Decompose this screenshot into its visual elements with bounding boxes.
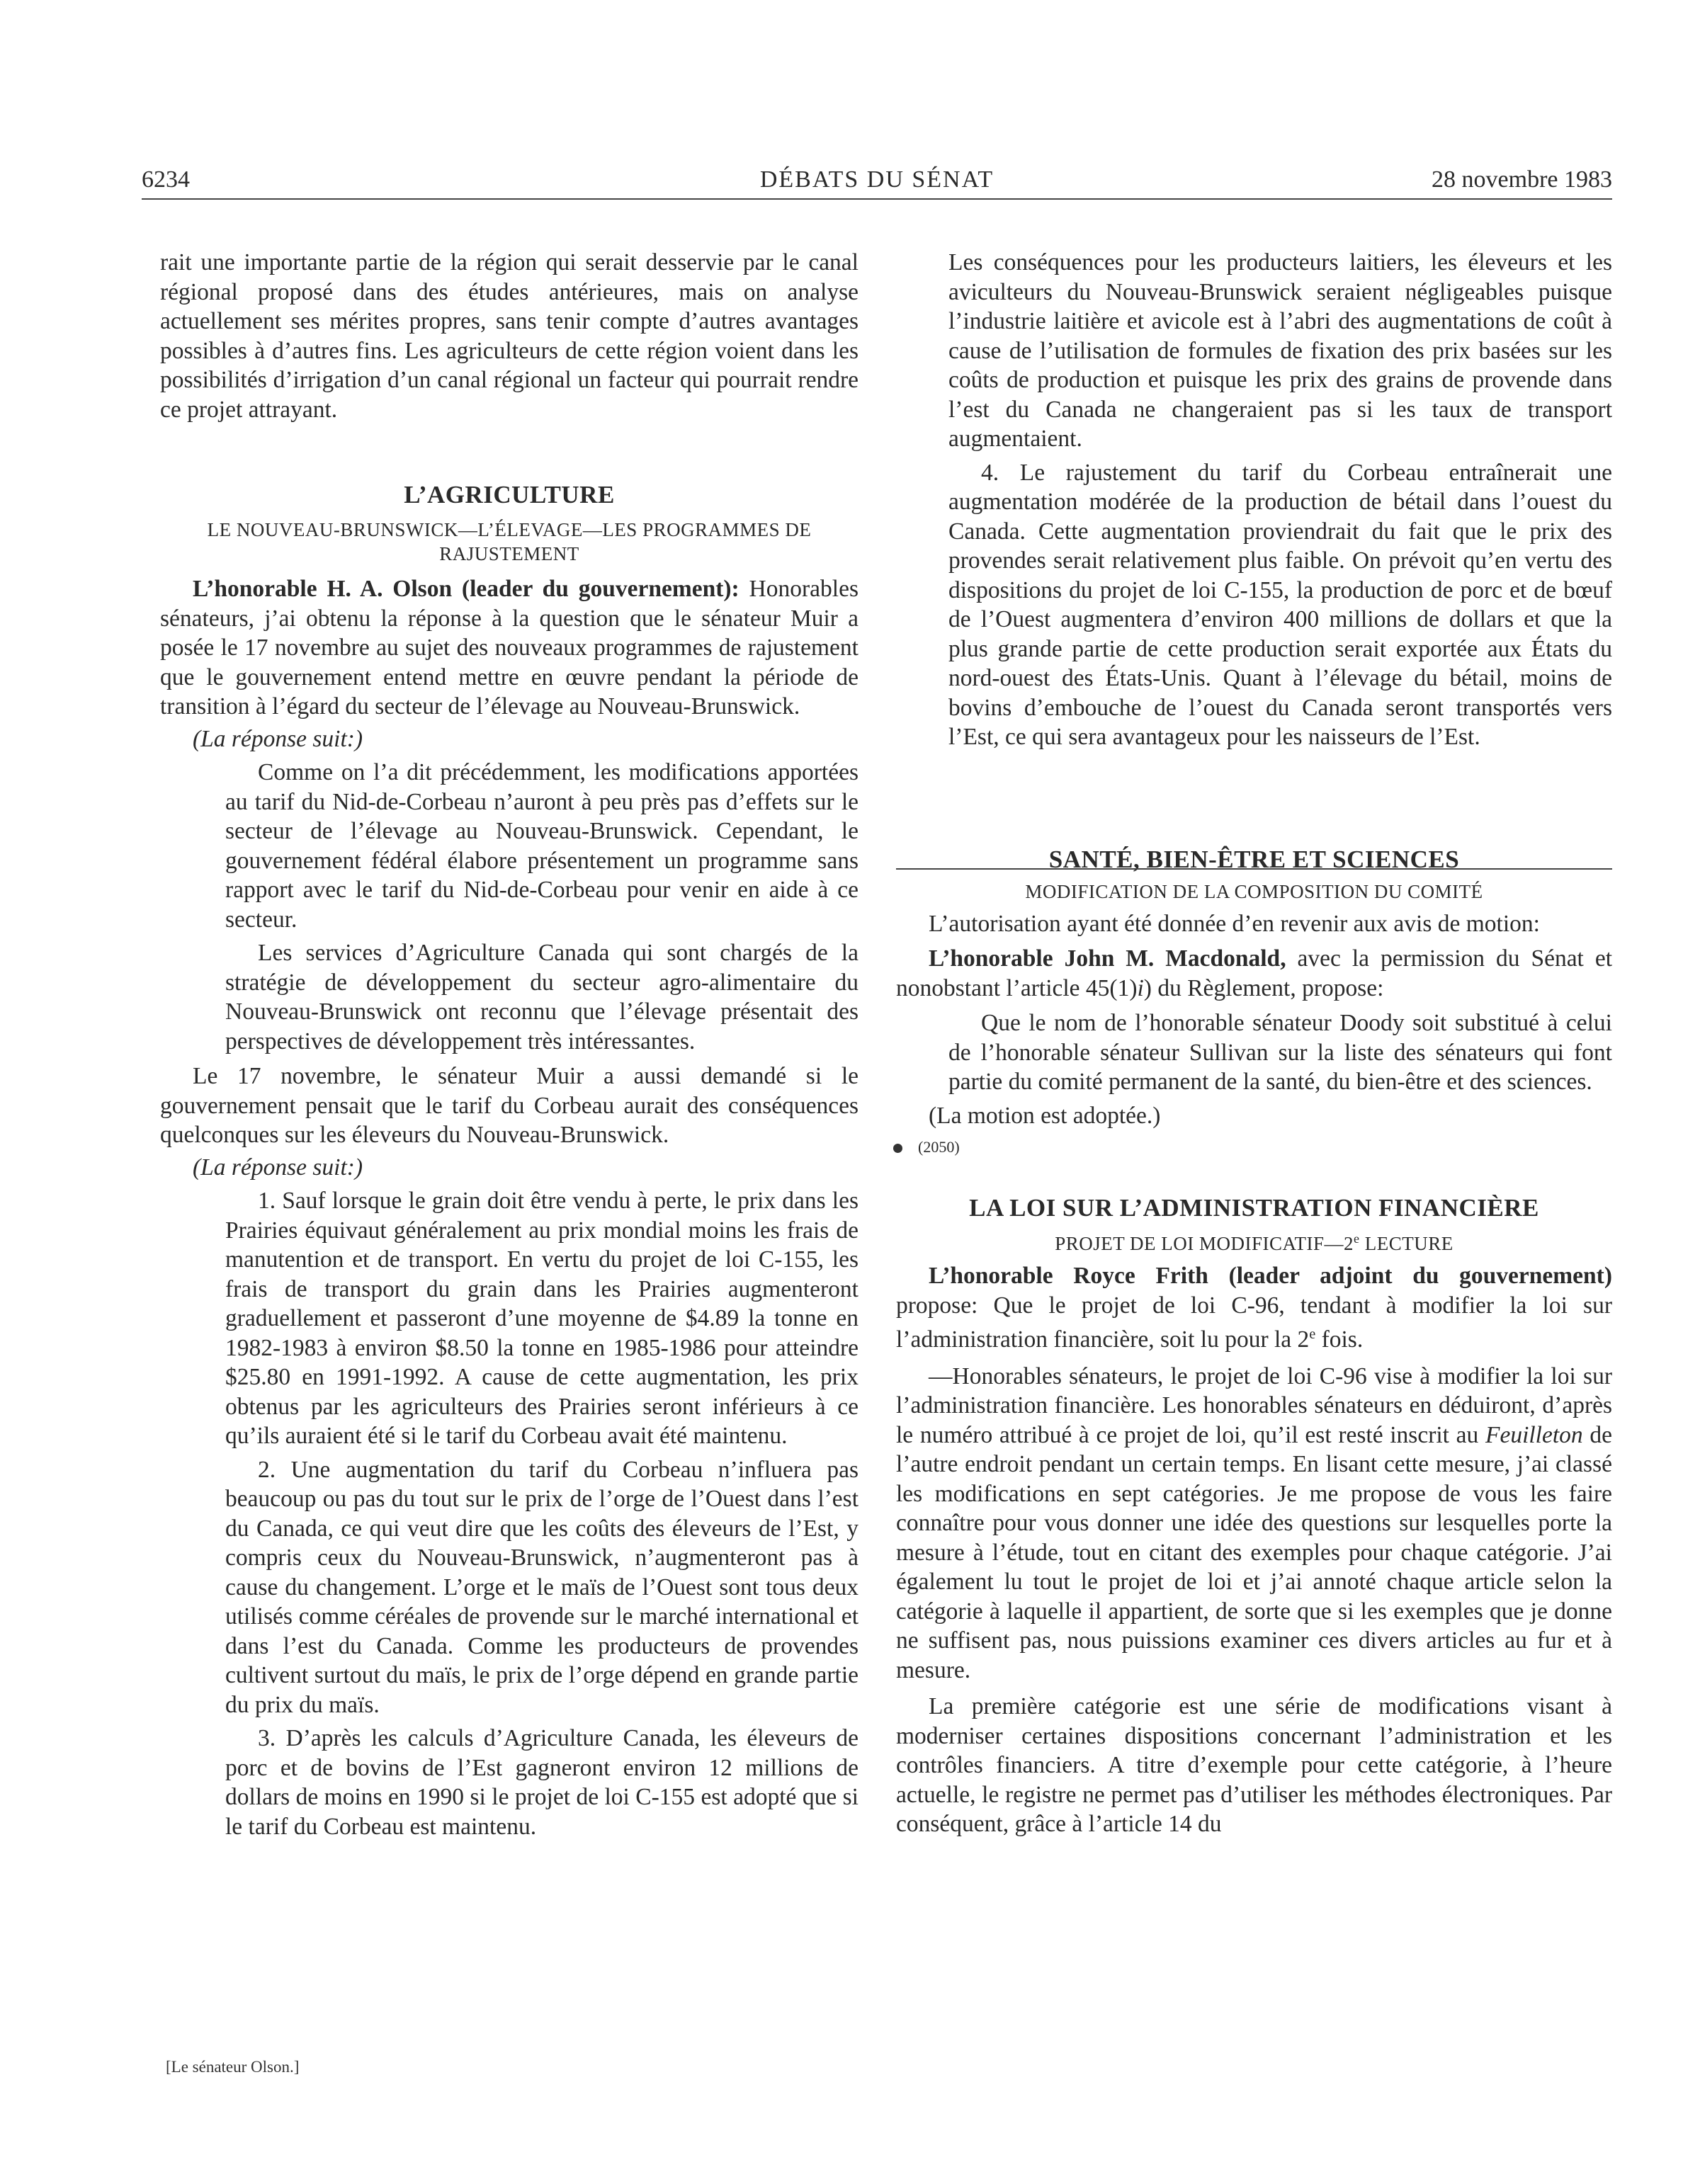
speech-paragraph: L’honorable John M. Macdonald, avec la permission du Sénat et nonobstant l’article 45(1)i) du Règlement, propose: — [896, 945, 1613, 1001]
publication-title: DÉBATS DU SÉNAT — [759, 166, 994, 193]
publication-date: 28 novembre 1983 — [1432, 166, 1612, 193]
page-number: 6234 — [142, 166, 190, 193]
speaker-name: L’honorable John M. Macdonald, — [929, 945, 1286, 972]
motion-result: (La motion est adoptée.) — [929, 1102, 1161, 1129]
speech-paragraph: L’honorable Royce Frith (leader adjoint du gouvernement) propose: Que le projet de loi C-96, tendant à modifier la loi sur l’administration financière, soit lu pour la 2e fois. — [896, 1263, 1612, 1353]
time-marker: (2050) — [893, 1134, 1612, 1160]
speaker-role: (leader du gouvernement): — [461, 576, 740, 602]
paragraph: —Honorables sénateurs, le projet de loi C-96 vise à modifier la loi sur l’administration financière. Les honorables sénateurs en déduiront, d’après le numéro attribué à ce projet de loi, qu’il est resté inscrit au Feuilleton de l’autre endroit pendant un certain temps. En lisant cette mesure, j’ai classé les modifications en sept catégories. Je me propose de vous les faire connaître pour vous donner une idée des questions sur lesquelles porte la mesure à l’étude, tout en citant des exemples pour chaque catégorie. J’ai également lu tout le projet de loi et j’ai annoté chaque article selon la catégorie à laquelle il appartient, de sorte que si les exemples que je donne ne suffisent pas, nous puissions examiner ces divers articles au fur et à mesure. — [896, 1363, 1612, 1683]
section-heading: L’AGRICULTURE — [404, 481, 615, 508]
reply-note: (La réponse suit:) — [193, 1154, 363, 1181]
motion-text — [948, 1008, 1612, 1097]
quoted-answer — [225, 1186, 858, 1841]
paragraph: 3. D’après les calculs d’Agriculture Canada, les éleveurs de porc et de bovins de l’Est gagneront environ 12 millions de dollars de moins en 1990 si le projet de loi C-155 est adopté que si le tarif du Corbeau est maintenu. — [225, 1725, 858, 1840]
section-subheading: LE NOUVEAU-BRUNSWICK—L’ÉLEVAGE—LES PROGRAMMES DE RAJUSTEMENT — [207, 519, 812, 564]
paragraph: Les services d’Agriculture Canada qui sont chargés de la stratégie de développement du secteur agro-alimentaire du Nouveau-Brunswick ont reconnu que l’élevage présentait des perspectives de développement très intéressantes. — [225, 940, 858, 1054]
paragraph: rait une importante partie de la région qui serait desservie par le canal régional proposé dans des études antérieures, mais on analyse actuellement ses mérites propres, sans tenir compte d’autres avantages possibles à d’autres fins. Les agriculteurs de cette région voient dans les possibilités d’irrigation d’un canal régional un facteur qui pourrait rendre ce projet attrayant. — [160, 249, 858, 423]
section-divider — [896, 868, 1612, 870]
section-heading: SANTÉ, BIEN-ÊTRE ET SCIENCES — [1048, 845, 1460, 873]
section-subheading: PROJET DE LOI MODIFICATIF—2e LECTURE — [1055, 1232, 1454, 1254]
paragraph: La première catégorie est une série de modifications visant à moderniser certaines dispositions concernant l’administration et les contrôles financiers. A titre d’exemple pour cette catégorie, à l’heure actuelle, le registre ne permet pas d’utiliser les méthodes électroniques. Par conséquent, grâce à l’article 14 du — [896, 1693, 1612, 1838]
paragraph: Le 17 novembre, le sénateur Muir a aussi demandé si le gouvernement pensait que le tarif du Corbeau aurait des conséquences quelconques sur les éleveurs du Nouveau-Brunswick. — [160, 1063, 858, 1148]
paragraph: 1. Sauf lorsque le grain doit être vendu à perte, le prix dans les Prairies équivaut généralement au prix mondial moins les frais de manutention et de transport. En vertu du projet de loi C-155, les frais de transport du grain dans les Prairies augmenteront graduellement et passeront d’une moyenne de $4.89 la tonne en 1982-1983 à environ $8.50 la tonne en 1985-1986 pour atteindre $25.80 en 1991-1992. A cause de cette augmentation, les prix obtenus par les agriculteurs des Prairies seront inférieurs à ce qu’ils auraient été si le tarif du Corbeau avait été maintenu. — [225, 1188, 858, 1449]
bullet-icon — [893, 1144, 902, 1153]
page-header — [142, 161, 1612, 200]
paragraph: Que le nom de l’honorable sénateur Doody soit substitué à celui de l’honorable sénateur Sullivan sur la liste des sénateurs qui font partie du comité permanent de la santé, du bien-être et des sciences. — [948, 1010, 1612, 1095]
right-column — [896, 248, 1612, 1839]
paragraph: Comme on l’a dit précédemment, les modifications apportées au tarif du Nid-de-Corbeau n’auront à peu près pas d’effets sur le secteur de l’élevage au Nouveau-Brunswick. Cependant, le gouvernement fédéral élabore présentement un programme sans rapport avec le tarif du Nid-de-Corbeau pour venir en aide à ce secteur. — [225, 759, 858, 933]
speech-text: Honorables sénateurs, j’ai obtenu la réponse à la question que le sénateur Muir a posée le 17 novembre au sujet des nouveaux programmes de rajustement que le gouvernement entend mettre en œuvre pendant la période de transition à l’égard du secteur de l’élevage au Nouveau-Brunswick. — [160, 576, 858, 720]
paragraph: L’autorisation ayant été donnée d’en revenir aux avis de motion: — [929, 910, 1540, 937]
speech-paragraph — [160, 574, 858, 722]
footer-note: [Le sénateur Olson.] — [166, 2058, 300, 2076]
speaker-role: (leader adjoint du gouvernement) — [1228, 1263, 1612, 1289]
speaker-name: L’honorable Royce Frith — [929, 1263, 1208, 1289]
speaker-name: L’honorable H. A. Olson — [193, 576, 453, 602]
paragraph: 4. Le rajustement du tarif du Corbeau entraînerait une augmentation modérée de la production de bétail dans l’ouest du Canada. Cette augmentation proviendrait du fait que le prix des provendes serait relativement plus faible. On prévoit qu’en vertu des dispositions du projet de loi C-155, la production de porc et de bœuf de l’Ouest augmentera d’environ 400 millions de dollars et que la plus grande partie de cette production serait exportée aux États du nord-ouest des États-Unis. Quant à l’élevage du bétail, moins de bovins d’embouche de l’ouest du Canada seront transportés vers l’Est, ce qui sera avantageux pour les naisseurs de l’Est. — [948, 459, 1612, 750]
section-heading: LA LOI SUR L’ADMINISTRATION FINANCIÈRE — [969, 1194, 1539, 1222]
section-subheading: MODIFICATION DE LA COMPOSITION DU COMITÉ — [1025, 880, 1483, 902]
left-column — [160, 248, 858, 1841]
reply-note: (La réponse suit:) — [193, 725, 363, 752]
paragraph: 2. Une augmentation du tarif du Corbeau n’influera pas beaucoup ou pas du tout sur le prix de l’orge de l’Ouest dans l’est du Canada, ce qui veut dire que les coûts des éleveurs de l’Est, y compris ceux du Nouveau-Brunswick, n’augmenteront pas à cause du changement. L’orge et le maïs de l’Ouest sont tous deux utilisés comme céréales de provende sur le marché international et dans l’est du Canada. Comme les producteurs de provendes cultivent surtout du maïs, le prix de l’orge dépend en grande partie du prix du maïs. — [225, 1456, 858, 1718]
quoted-answer — [948, 248, 1612, 752]
quoted-answer — [225, 758, 858, 1056]
paragraph: Les conséquences pour les producteurs laitiers, les éleveurs et les aviculteurs du Nouveau-Brunswick seraient négligeables puisque l’industrie laitière et avicole est à l’abri des augmentations de coût à cause de l’utilisation de formules de fixation des prix basées sur les coûts de production et puisque les prix des grains de provende dans l’est du Canada ne changeraient pas si les taux de transport augmentaient. — [948, 249, 1612, 452]
